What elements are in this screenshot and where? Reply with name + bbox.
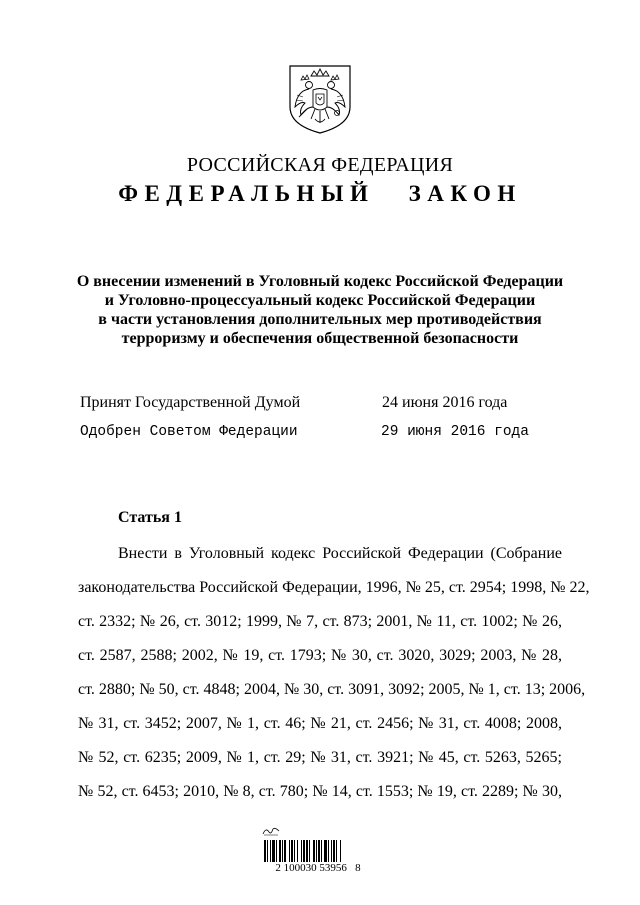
article-text-line: № 52, ст. 6453; 2010, № 8, ст. 780; № 14, ст. 1553; № 19, ст. 2289; № 30, xyxy=(78,783,562,800)
article-heading: Статья 1 xyxy=(118,509,182,526)
duma-adoption-date: 24 июня 2016 года xyxy=(382,394,508,411)
law-title-line: О внесении изменений в Уголовный кодекс Российской Федерации xyxy=(76,273,564,290)
article-text-line: ст. 2587, 2588; 2002, № 19, ст. 1793; № 30, ст. 3020, 3029; 2003, № 28, xyxy=(78,647,562,664)
council-approval-label: Одобрен Советом Федерации xyxy=(80,424,298,440)
article-text-line: законодательства Российской Федерации, 1996, № 25, ст. 2954; 1998, № 22, xyxy=(78,579,590,596)
barcode-number: 2 100030 53956 8 xyxy=(275,862,361,874)
law-title xyxy=(0,272,640,348)
country-name: РОССИЙСКАЯ ФЕДЕРАЦИЯ xyxy=(186,154,454,176)
document-type: ФЕДЕРАЛЬНЫЙ ЗАКОН xyxy=(118,181,522,206)
article-text-line: Внести в Уголовный кодекс Российской Федерации (Собрание xyxy=(118,545,562,562)
law-title-line: в части установления дополнительных мер противодействия xyxy=(98,311,542,328)
coat-of-arms-icon xyxy=(287,63,353,135)
article-text-line: № 31, ст. 3452; 2007, № 1, ст. 46; № 21, ст. 2456; № 31, ст. 4008; 2008, xyxy=(78,715,562,732)
council-approval-date: 29 июня 2016 года xyxy=(381,424,529,440)
law-title-line: терроризму и обеспечения общественной безопасности xyxy=(121,330,519,347)
duma-adoption-label: Принят Государственной Думой xyxy=(80,394,301,411)
law-title-line: и Уголовно-процессуальный кодекс Российской Федерации xyxy=(104,292,536,309)
article-text-line: ст. 2332; № 26, ст. 3012; 1999, № 7, ст. 873; 2001, № 11, ст. 1002; № 26, xyxy=(78,613,562,630)
article-text-line: № 52, ст. 6235; 2009, № 1, ст. 29; № 31, ст. 3921; № 45, ст. 5263, 5265; xyxy=(78,749,562,766)
article-text-line: ст. 2880; № 50, ст. 4848; 2004, № 30, ст. 3091, 3092; 2005, № 1, ст. 13; 2006, xyxy=(78,681,586,698)
